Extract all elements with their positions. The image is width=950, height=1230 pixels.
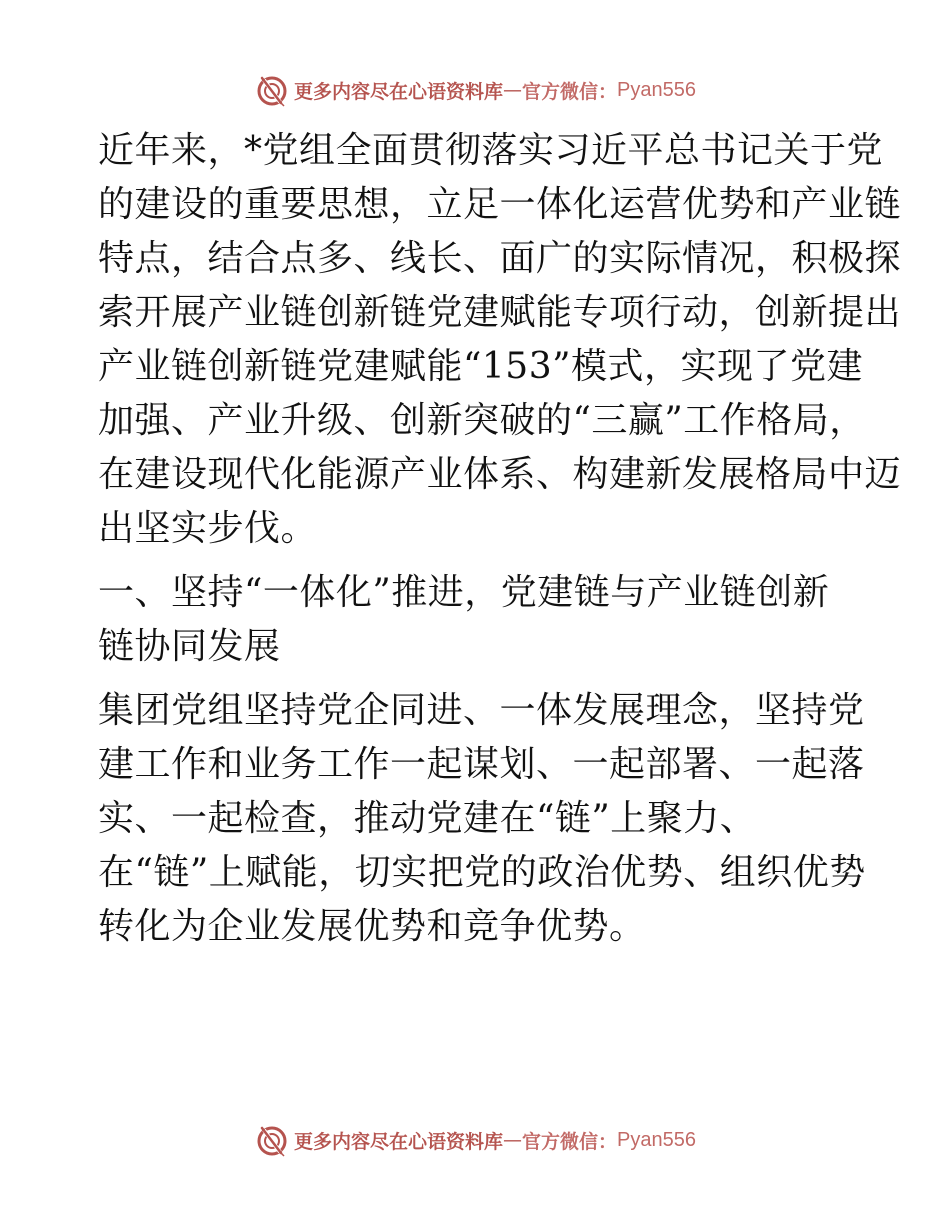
text-line: 索开展产业链创新链党建赋能专项行动，创新提出 — [98, 292, 902, 333]
text-line: 在建设现代化能源产业体系、构建新发展格局中迈 — [98, 454, 902, 495]
watermark-separator: — — [503, 79, 523, 101]
watermark-wechat-label: 官方微信： — [522, 80, 618, 103]
watermark-wechat-label: 官方微信： — [522, 1130, 618, 1153]
footer-watermark — [0, 1120, 950, 1160]
text-line: 出坚实步伐。 — [98, 508, 318, 549]
text-line: 建工作和业务工作一起谋划、一起部署、一起落 — [98, 744, 865, 785]
watermark-text: 更多内容尽在心语资料库 — [294, 80, 504, 103]
watermark-wechat-id: Pyan556 — [617, 1128, 696, 1151]
text-line: 集团党组坚持党企同进、一体发展理念，坚持党 — [98, 690, 865, 731]
text-line: 在“链”上赋能，切实把党的政治优势、组织优势 — [98, 852, 866, 893]
text-line: 一、坚持“一体化”推进，党建链与产业链创新 — [98, 572, 830, 613]
text-line: 链协同发展 — [98, 626, 281, 667]
text-line: 特点，结合点多、线长、面广的实际情况，积极探 — [98, 238, 902, 279]
watermark-text: 更多内容尽在心语资料库 — [294, 1130, 504, 1153]
header-watermark — [0, 70, 950, 110]
text-line: 转化为企业发展优势和竞争优势。 — [98, 906, 646, 947]
document-body — [98, 124, 902, 954]
watermark-separator: — — [503, 1129, 523, 1151]
paragraph-intro — [98, 124, 902, 556]
text-line: 加强、产业升级、创新突破的“三赢”工作格局， — [98, 400, 866, 441]
text-line: 实、一起检查，推动党建在“链”上聚力、 — [98, 798, 757, 839]
text-line: 近年来，*党组全面贯彻落实习近平总书记关于党 — [98, 130, 884, 171]
text-line: 的建设的重要思想，立足一体化运营优势和产业链 — [98, 184, 902, 225]
brush-logo-icon — [254, 1122, 290, 1158]
paragraph-body — [98, 684, 866, 954]
watermark-wechat-id: Pyan556 — [617, 78, 696, 101]
text-line: 产业链创新链党建赋能“153”模式，实现了党建 — [98, 346, 864, 387]
section-heading — [98, 566, 858, 674]
brush-logo-icon — [254, 72, 290, 108]
